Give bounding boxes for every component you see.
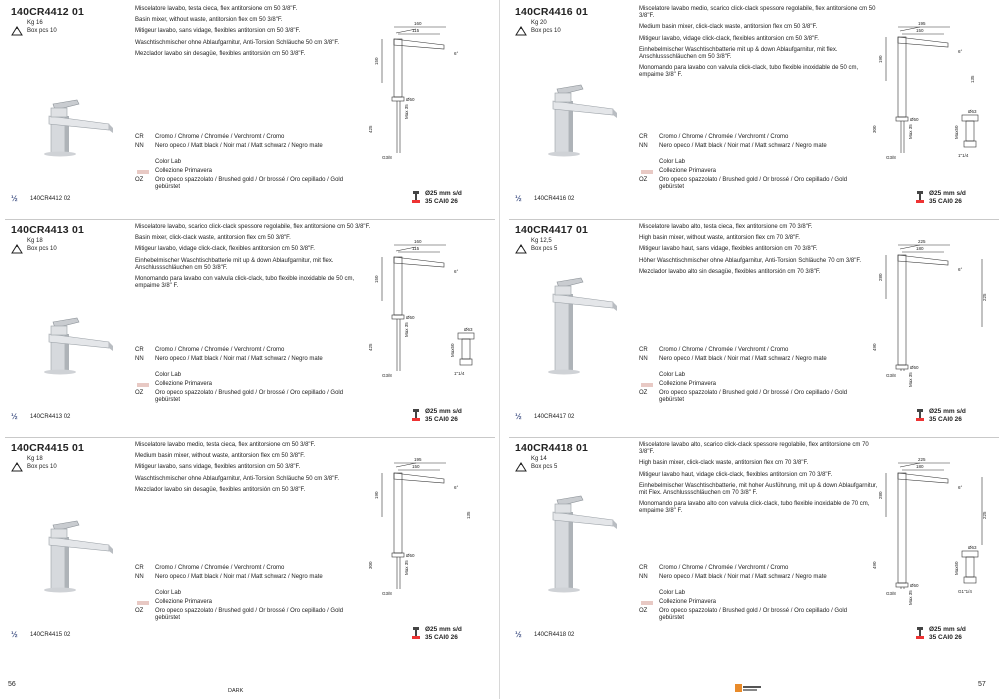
description-line: Miscelatore lavabo medio, scarico click-clack spessore regolabile, flex antitorsione cm 50 3/8"F.: [639, 6, 876, 20]
svg-text:190: 190: [878, 55, 883, 63]
finish-code: OZ: [639, 608, 648, 614]
svg-text:G1"1/4: G1"1/4: [958, 589, 972, 594]
svg-text:300: 300: [368, 561, 373, 569]
half-icon: ½: [11, 194, 18, 203]
svg-text:490: 490: [872, 561, 877, 569]
collection-swatch: [137, 170, 149, 174]
finish-text: Color Lab: [659, 159, 686, 165]
page-spine: [499, 0, 500, 699]
finish-text: Oro opeco spazzolato / Brushed gold / Or brossé / Oro cepillado / Gold gebürstet: [155, 608, 344, 621]
description-line: Mezclador lavabo sin desagüe, flexibles antitorsión cm 50 3/8"F.: [135, 50, 306, 57]
svg-text:6°: 6°: [958, 485, 963, 490]
section-divider: [509, 437, 999, 438]
description-line: Basin mixer, click-clack waste, antitorsion flex cm 50 3/8"F.: [135, 235, 291, 242]
half-icon: ½: [515, 630, 522, 639]
cartridge-code: 35 CAI0 26: [929, 633, 962, 641]
box-count-label: Box pcs 10: [531, 27, 561, 34]
product-code: 140CR4412 01: [11, 6, 85, 18]
finish-row-black: [135, 143, 375, 159]
description-line: Einhebelmischer Waschtischbatterie, mit hoher Ausführung, mit up & down Ablaufgarnitur, mit Flex. Anschlussschläuchen cm 70 3/8" F.: [639, 482, 878, 497]
description-line: Waschtischmischer ohne Ablaufgarnitur, Anti-Torsion Schläuche 50 cm 3/8"F.: [135, 39, 340, 46]
description-line: High basin mixer, without waste, antitorsion flex cm 70 3/8"F.: [639, 235, 800, 242]
collection-swatch: [641, 170, 653, 174]
finish-row-collection: [639, 168, 879, 177]
svg-text:115: 115: [412, 246, 420, 251]
finish-row-collection: [135, 168, 375, 177]
finish-list: [639, 134, 879, 193]
svg-text:1"1/4: 1"1/4: [958, 153, 969, 158]
finish-text: Collezione Primavera: [155, 168, 213, 174]
product-description: [135, 442, 375, 498]
svg-text:Ø50: Ø50: [910, 583, 919, 588]
cartridge-spec: [929, 190, 966, 205]
svg-text:Max 35: Max 35: [908, 372, 913, 387]
svg-text:G3/8: G3/8: [382, 155, 392, 160]
description-line: Miscelatore lavabo alto, testa cieca, flex antitorsione cm 70 3/8"F.: [639, 224, 813, 230]
page-number-left: 56: [8, 681, 16, 688]
product-photo: [527, 271, 627, 376]
svg-text:225: 225: [982, 511, 987, 519]
collection-swatch: [137, 601, 149, 605]
cartridge-code: 35 CAI0 26: [425, 415, 458, 423]
cartridge-icon: [410, 190, 422, 204]
collection-swatch: [137, 383, 149, 387]
svg-text:160: 160: [414, 21, 422, 26]
box-count-label: Box pcs 10: [27, 27, 57, 34]
svg-text:Max 35: Max 35: [404, 322, 409, 337]
svg-text:Max 35: Max 35: [404, 560, 409, 575]
product-description: [135, 6, 375, 62]
finish-row-colorlab: [639, 590, 879, 599]
finish-row-chrome: [135, 347, 375, 356]
variant-code: 140CR4418 02: [534, 632, 575, 638]
finish-code: NN: [135, 143, 144, 149]
finish-row-black: [135, 574, 375, 590]
cartridge-icon: [410, 408, 422, 422]
svg-text:180: 180: [916, 464, 924, 469]
description-line: Mitigeur lavabo, vidage click-clack, flexibles antitorsion cm 50 3/8"F.: [135, 246, 315, 253]
svg-text:425: 425: [368, 343, 373, 351]
svg-text:Max 35: Max 35: [404, 104, 409, 119]
finish-text: Nero opeco / Matt black / Noir mat / Matt schwarz / Negro mate: [155, 574, 323, 580]
svg-text:Ø63: Ø63: [968, 109, 977, 114]
finish-text: Cromo / Chrome / Chromée / Verchromt / Cromo: [659, 565, 789, 571]
package-info: [531, 456, 557, 471]
finish-row-chrome: [639, 134, 879, 143]
svg-text:Max 35: Max 35: [908, 124, 913, 139]
svg-text:135: 135: [970, 75, 975, 83]
svg-text:490: 490: [872, 343, 877, 351]
svg-text:Ø63: Ø63: [968, 545, 977, 550]
finish-list: [135, 134, 375, 193]
product-description: [639, 442, 879, 520]
variant-code: 140CR4417 02: [534, 414, 575, 420]
finish-text: Color Lab: [659, 372, 686, 378]
finish-code: NN: [639, 356, 648, 362]
svg-text:150: 150: [916, 28, 924, 33]
svg-text:195: 195: [918, 21, 926, 26]
svg-text:G3/8: G3/8: [382, 373, 392, 378]
description-line: Basin mixer, without waste, antitorsion flex cm 50 3/8"F.: [135, 17, 283, 24]
cartridge-size: Ø25 mm s/d: [425, 190, 462, 197]
variant-code: 140CR4413 02: [30, 414, 71, 420]
finish-code: CR: [639, 347, 648, 353]
finish-row-black: [639, 143, 879, 159]
product-block: [509, 1, 999, 219]
svg-text:150: 150: [412, 464, 420, 469]
half-icon: ½: [515, 194, 522, 203]
description-line: Monomando para lavabo alto con valvula click-clack, tubo flexible inoxidable de 70 cm, empaime 3/8" F.: [639, 501, 870, 515]
page-right: [509, 0, 999, 680]
cartridge-spec: [929, 626, 966, 641]
page-number-right: 57: [978, 681, 986, 688]
finish-row-collection: [135, 381, 375, 390]
product-code: 140CR4413 01: [11, 224, 85, 236]
svg-text:Ø50: Ø50: [910, 365, 919, 370]
technical-drawing: [360, 449, 490, 597]
finish-list: [639, 565, 879, 624]
finish-code: NN: [135, 574, 144, 580]
finish-text: Collezione Primavera: [155, 381, 213, 387]
finish-code: OZ: [639, 177, 648, 183]
svg-text:G3/8: G3/8: [382, 591, 392, 596]
finish-text: Nero opeco / Matt black / Noir mat / Matt schwarz / Negro mate: [659, 356, 827, 362]
package-info: [27, 456, 57, 471]
finish-row-colorlab: [135, 159, 375, 168]
finish-list: [135, 347, 375, 406]
weight-icon: [11, 459, 23, 469]
box-count-label: Box pcs 10: [27, 463, 57, 470]
product-photo: [23, 489, 123, 594]
weight-label: Kg 18: [27, 456, 43, 462]
product-description: [639, 6, 879, 84]
product-block: [509, 219, 999, 437]
description-line: Mitigeur lavabo haut, sans vidage, flexibles antitorsion cm 70 3/8"F.: [639, 246, 818, 253]
product-description: [639, 224, 879, 280]
weight-label: Kg 12,5: [531, 238, 552, 244]
package-info: [27, 20, 57, 35]
svg-text:280: 280: [878, 273, 883, 281]
collection-swatch: [641, 383, 653, 387]
svg-text:6°: 6°: [958, 267, 963, 272]
finish-row-chrome: [135, 134, 375, 143]
weight-icon: [11, 23, 23, 33]
technical-drawing: [864, 13, 994, 161]
finish-row-chrome: [639, 565, 879, 574]
finish-row-colorlab: [135, 590, 375, 599]
finish-text: Color Lab: [659, 590, 686, 596]
description-line: Miscelatore lavabo alto, scarico click-clack spessore regolabile, flex antitorsione cm 70 3/8"F.: [639, 442, 869, 456]
description-line: Miscelatore lavabo, testa cieca, flex antitorsione cm 50 3/8"F.: [135, 6, 298, 12]
svg-text:Ø50: Ø50: [406, 315, 415, 320]
svg-text:135: 135: [466, 511, 471, 519]
description-line: High basin mixer, click-clack waste, antitorsion flex cm 70 3/8"F.: [639, 460, 809, 467]
finish-text: Cromo / Chrome / Chromée / Verchromt / Cromo: [659, 134, 789, 140]
product-code: 140CR4416 01: [515, 6, 589, 18]
finish-text: Color Lab: [155, 159, 182, 165]
description-line: Miscelatore lavabo, scarico click-clack spessore regolabile, flex antitorsione cm 50 3/8"F.: [135, 224, 371, 230]
cartridge-code: 35 CAI0 26: [929, 415, 962, 423]
description-line: Einhebelmischer Waschtischbatterie mit up & down Ablaufgarnitur, mit flex. Anschlussschläuchen cm 50 3/8"F.: [135, 257, 334, 271]
svg-text:150: 150: [374, 275, 379, 283]
svg-text:425: 425: [368, 125, 373, 133]
finish-text: Oro opeco spazzolato / Brushed gold / Or brossé / Oro cepillado / Gold gebürstet: [155, 177, 344, 190]
package-info: [27, 238, 57, 253]
technical-drawing: [360, 231, 490, 379]
page-left: [5, 0, 495, 680]
finish-text: Cromo / Chrome / Chromée / Verchromt / Cromo: [155, 347, 285, 353]
technical-drawing: [864, 449, 994, 605]
finish-text: Oro opeco spazzolato / Brushed gold / Or brossé / Oro cepillado / Gold gebürstet: [155, 390, 344, 403]
product-code: 140CR4418 01: [515, 442, 589, 454]
product-block: [5, 1, 495, 219]
weight-icon: [11, 241, 23, 251]
svg-text:115: 115: [412, 28, 420, 33]
description-line: Miscelatore lavabo medio, testa cieca, flex antitorsione cm 50 3/8"F.: [135, 442, 316, 448]
svg-text:Ø50: Ø50: [406, 97, 415, 102]
product-photo: [527, 489, 627, 594]
product-photo: [23, 271, 123, 376]
svg-text:Ø50: Ø50: [910, 117, 919, 122]
weight-icon: [515, 241, 527, 251]
cartridge-code: 35 CAI0 26: [425, 633, 458, 641]
section-divider: [509, 219, 999, 220]
finish-code: CR: [639, 565, 648, 571]
svg-text:6°: 6°: [454, 485, 459, 490]
finish-row-collection: [639, 381, 879, 390]
finish-row-colorlab: [639, 159, 879, 168]
finish-text: Color Lab: [155, 372, 182, 378]
finish-code: NN: [639, 143, 648, 149]
svg-text:300: 300: [872, 125, 877, 133]
description-line: Höher Waschtischmischer ohne Ablaufgarnitur, Anti-Torsion Schläuche 70 cm 3/8"F.: [639, 257, 862, 264]
section-divider: [5, 219, 495, 220]
weight-icon: [515, 459, 527, 469]
footer-series-label: DARK: [228, 688, 244, 694]
weight-label: Kg 18: [27, 238, 43, 244]
finish-text: Nero opeco / Matt black / Noir mat / Matt schwarz / Negro mate: [155, 143, 323, 149]
weight-label: Kg 16: [27, 20, 43, 26]
product-block: [5, 219, 495, 437]
svg-text:280: 280: [878, 491, 883, 499]
box-count-label: Box pcs 10: [27, 245, 57, 252]
svg-text:Max 35: Max 35: [908, 590, 913, 605]
cartridge-size: Ø25 mm s/d: [929, 626, 966, 633]
collection-swatch: [641, 601, 653, 605]
cartridge-size: Ø25 mm s/d: [929, 408, 966, 415]
cartridge-icon: [410, 626, 422, 640]
cartridge-code: 35 CAI0 26: [929, 197, 962, 205]
svg-text:195: 195: [414, 457, 422, 462]
finish-code: CR: [639, 134, 648, 140]
product-description: [135, 224, 375, 294]
cartridge-icon: [914, 190, 926, 204]
svg-text:Max50: Max50: [450, 343, 455, 357]
description-line: Medium basin mixer, click-clack waste, antitorsion flex cm 50 3/8"F.: [639, 24, 818, 31]
description-line: Mezclador lavabo sin desagüe, flexibles antitorsión cm 50 3/8"F.: [135, 486, 306, 493]
finish-code: NN: [135, 356, 144, 362]
svg-text:190: 190: [374, 491, 379, 499]
finish-row-black: [639, 574, 879, 590]
finish-text: Collezione Primavera: [659, 168, 717, 174]
section-divider: [5, 437, 495, 438]
brand-logo: [735, 683, 761, 693]
svg-text:6°: 6°: [958, 49, 963, 54]
finish-row-colorlab: [639, 372, 879, 381]
product-code: 140CR4415 01: [11, 442, 85, 454]
finish-row-collection: [639, 599, 879, 608]
product-block: [509, 437, 999, 655]
product-photo: [23, 53, 123, 158]
finish-row-black: [135, 356, 375, 372]
box-count-label: Box pcs 5: [531, 245, 558, 252]
finish-code: NN: [639, 574, 648, 580]
finish-row-gold: [135, 390, 375, 406]
variant-code: 140CR4416 02: [534, 196, 575, 202]
svg-text:G3/8: G3/8: [886, 591, 896, 596]
description-line: Waschtischmischer ohne Ablaufgarnitur, Anti-Torsion Schläuche 50 cm 3/8"F.: [135, 475, 340, 482]
cartridge-size: Ø25 mm s/d: [929, 190, 966, 197]
weight-label: Kg 14: [531, 456, 547, 462]
finish-text: Collezione Primavera: [155, 599, 213, 605]
variant-code: 140CR4412 02: [30, 196, 71, 202]
finish-code: OZ: [135, 177, 144, 183]
box-count-label: Box pcs 5: [531, 463, 558, 470]
finish-list: [135, 565, 375, 624]
finish-row-gold: [135, 177, 375, 193]
svg-text:160: 160: [414, 239, 422, 244]
finish-row-black: [639, 356, 879, 372]
finish-text: Nero opeco / Matt black / Noir mat / Matt schwarz / Negro mate: [659, 574, 827, 580]
finish-text: Collezione Primavera: [659, 599, 717, 605]
variant-code: 140CR4415 02: [30, 632, 71, 638]
svg-text:225: 225: [918, 457, 926, 462]
product-block: [5, 437, 495, 655]
description-line: Mitigeur lavabo, sans vidage, flexibles antitorsion cm 50 3/8"F.: [135, 464, 301, 471]
finish-row-chrome: [135, 565, 375, 574]
finish-row-gold: [135, 608, 375, 624]
finish-code: CR: [135, 347, 144, 353]
finish-row-gold: [639, 177, 879, 193]
finish-code: OZ: [135, 608, 144, 614]
description-line: Mitigeur lavabo, vidage click-clack, flexibles antitorsion cm 50 3/8"F.: [639, 35, 819, 42]
finish-text: Oro opeco spazzolato / Brushed gold / Or brossé / Oro cepillado / Gold gebürstet: [659, 608, 848, 621]
description-line: Mezclador lavabo alto sin desagüe, flexibles antitorsión cm 70 3/8"F.: [639, 268, 821, 275]
finish-list: [639, 347, 879, 406]
finish-row-chrome: [639, 347, 879, 356]
svg-text:225: 225: [982, 293, 987, 301]
half-icon: ½: [11, 412, 18, 421]
finish-row-colorlab: [135, 372, 375, 381]
svg-text:150: 150: [374, 57, 379, 65]
finish-text: Cromo / Chrome / Chromée / Verchromt / Cromo: [659, 347, 789, 353]
finish-text: Cromo / Chrome / Chromée / Verchromt / Cromo: [155, 134, 285, 140]
svg-text:G3/8: G3/8: [886, 155, 896, 160]
product-photo: [527, 53, 627, 158]
cartridge-spec: [425, 190, 462, 205]
cartridge-size: Ø25 mm s/d: [425, 408, 462, 415]
svg-text:6°: 6°: [454, 51, 459, 56]
svg-text:Max50: Max50: [954, 561, 959, 575]
finish-row-gold: [639, 608, 879, 624]
description-line: Mitigeur lavabo, sans vidage, flexibles antitorsion cm 50 3/8"F.: [135, 28, 301, 35]
description-line: Mitigeur lavabo haut, vidage click-clack, flexibles antitorsion cm 70 3/8"F.: [639, 471, 833, 478]
svg-text:6°: 6°: [454, 269, 459, 274]
finish-code: CR: [135, 134, 144, 140]
finish-code: OZ: [135, 390, 144, 396]
finish-text: Oro opeco spazzolato / Brushed gold / Or brossé / Oro cepillado / Gold gebürstet: [659, 390, 848, 403]
svg-text:Ø63: Ø63: [464, 327, 473, 332]
svg-text:180: 180: [916, 246, 924, 251]
svg-text:G3/8: G3/8: [886, 373, 896, 378]
description-line: Monomando para lavabo con valvula click-clack, tubo flexible inoxidable de 50 cm, empaime 3/8" F.: [135, 276, 355, 290]
cartridge-icon: [914, 408, 926, 422]
cartridge-code: 35 CAI0 26: [425, 197, 458, 205]
finish-text: Color Lab: [155, 590, 182, 596]
finish-text: Nero opeco / Matt black / Noir mat / Matt schwarz / Negro mate: [659, 143, 827, 149]
svg-text:Max50: Max50: [954, 125, 959, 139]
cartridge-spec: [929, 408, 966, 423]
finish-text: Cromo / Chrome / Chromée / Verchromt / Cromo: [155, 565, 285, 571]
package-info: [531, 20, 561, 35]
description-line: Einhebelmischer Waschtischbatterie mit up & down Ablaufgarnitur, mit flex. Anschlussschläuchen cm 50 3/8"F.: [639, 46, 838, 61]
cartridge-spec: [425, 408, 462, 423]
package-info: [531, 238, 557, 253]
half-icon: ½: [515, 412, 522, 421]
finish-text: Oro opeco spazzolato / Brushed gold / Or brossé / Oro cepillado / Gold gebürstet: [659, 177, 848, 190]
technical-drawing: [360, 13, 490, 161]
finish-row-gold: [639, 390, 879, 406]
finish-code: OZ: [639, 390, 648, 396]
technical-drawing: [864, 231, 994, 387]
finish-text: Collezione Primavera: [659, 381, 717, 387]
cartridge-size: Ø25 mm s/d: [425, 626, 462, 633]
weight-icon: [515, 23, 527, 33]
cartridge-spec: [425, 626, 462, 641]
half-icon: ½: [11, 630, 18, 639]
finish-text: Nero opeco / Matt black / Noir mat / Matt schwarz / Negro mate: [155, 356, 323, 362]
cartridge-icon: [914, 626, 926, 640]
description-line: Medium basin mixer, without waste, antitorsion flex cm 50 3/8"F.: [135, 453, 305, 460]
svg-text:Ø50: Ø50: [406, 553, 415, 558]
weight-label: Kg 20: [531, 20, 547, 26]
finish-code: CR: [135, 565, 144, 571]
product-code: 140CR4417 01: [515, 224, 589, 236]
svg-text:225: 225: [918, 239, 926, 244]
description-line: Monomando para lavabo con valvula click-clack, tubo flexible inoxidable de 50 cm, empaime 3/8" F.: [639, 65, 859, 79]
svg-text:1"1/4: 1"1/4: [454, 371, 465, 376]
finish-row-collection: [135, 599, 375, 608]
